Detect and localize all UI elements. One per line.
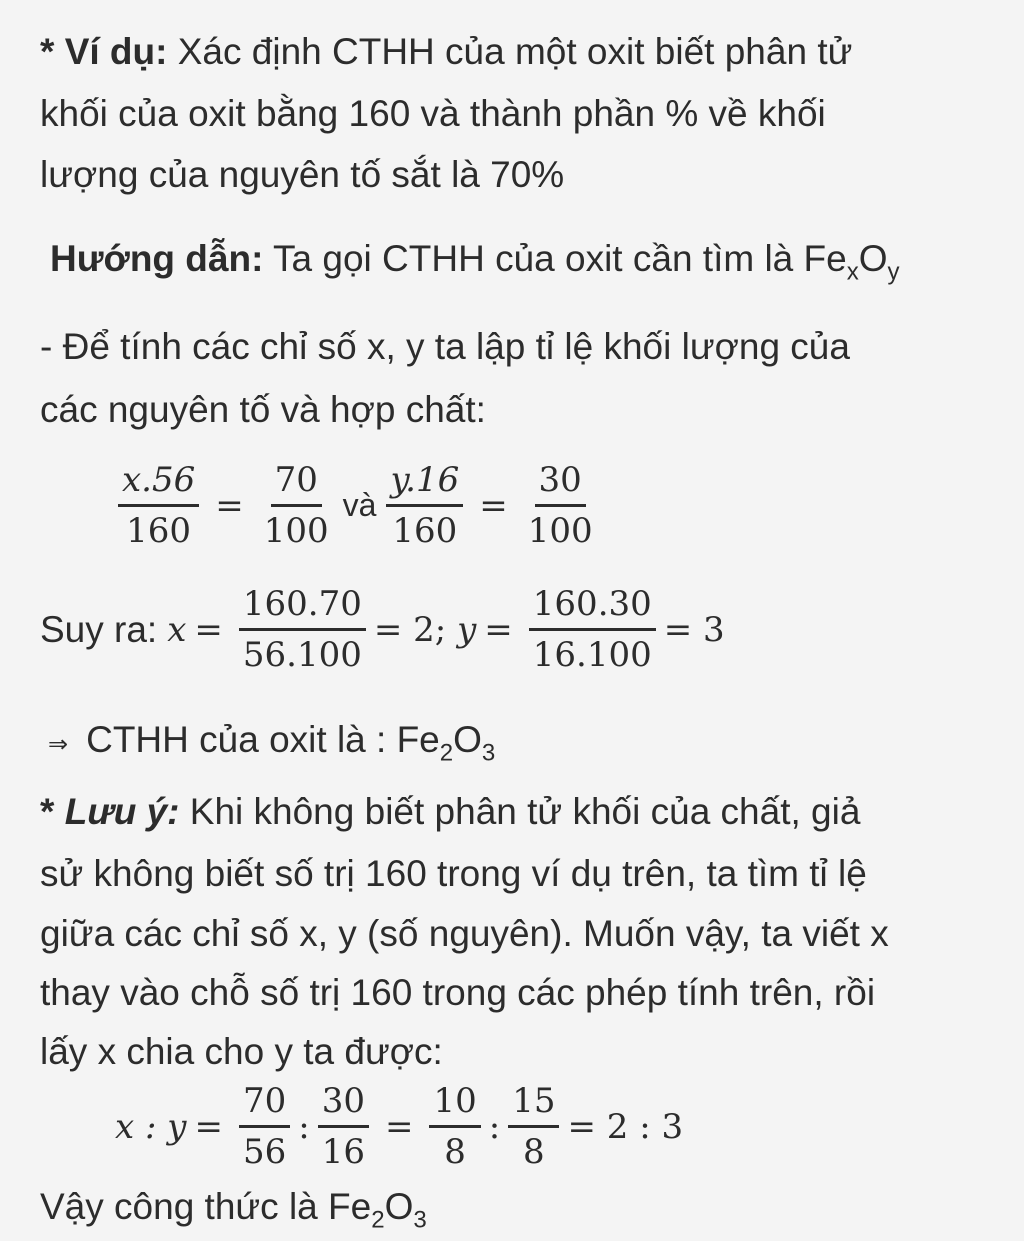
- fraction-15-8: $\frac{15}{8}$: [508, 1083, 559, 1170]
- example-heading: * Ví dụ:: [40, 31, 168, 72]
- fraction-30-16: $\frac{30}{16}$: [318, 1083, 369, 1170]
- example-line-2: khối của oxit bằng 160 và thành phần % về khối: [40, 93, 826, 134]
- ratio-equation: $\frac{x.56}{160}$ = $\frac{70}{100}$ và $\frac{y.16}{160}$ = $\frac{30}{100}$: [110, 462, 605, 549]
- note-line-4: thay vào chỗ số trị 160 trong các phép tính trên, rồi: [40, 972, 876, 1013]
- fraction-30-100: $\frac{30}{100}$: [527, 460, 593, 551]
- fraction-10-8: $\frac{10}{8}$: [429, 1083, 480, 1170]
- guide-heading: Hướng dẫn:: [50, 238, 264, 279]
- fraction-x56-160: $\frac{x.56}{160}$: [118, 462, 199, 549]
- step-line-2: các nguyên tố và hợp chất:: [40, 389, 486, 430]
- fraction-70-56: $\frac{70}{56}$: [239, 1083, 290, 1170]
- guide-line: Hướng dẫn: Ta gọi CTHH của oxit cần tìm là $Fe_xO_y$: [50, 238, 900, 286]
- note-line-5: lấy x chia cho y ta được:: [40, 1031, 443, 1072]
- fraction-y16-160: $\frac{y.16}{160}$: [386, 462, 463, 549]
- result-line: ⇒ CTHH của oxit là : $Fe_2O_3$: [48, 719, 496, 767]
- fraction-x-value: $\frac{160.70}{56.100}$: [239, 586, 366, 673]
- step-line-1: - Để tính các chỉ số x, y ta lập tỉ lệ khối lượng của: [40, 326, 850, 367]
- note-line-1: * Lưu ý: Khi không biết phân tử khối của chất, giả: [40, 791, 861, 832]
- note-heading: * Lưu ý:: [40, 791, 180, 832]
- fraction-70-100: $\frac{70}{100}$: [263, 460, 329, 551]
- solve-equation: Suy ra: x = $\frac{160.70}{56.100}$ = 2; y = $\frac{160.30}{16.100}$ = 3: [40, 584, 725, 675]
- implies-arrow-icon: ⇒: [48, 731, 69, 758]
- example-line-1: * Ví dụ: Xác định CTHH của một oxit biết phân tử: [40, 31, 853, 72]
- ratio-xy-equation: x : y = $\frac{70}{56}$ : $\frac{30}{16}$ = $\frac{10}{8}$ : $\frac{15}{8}$ = 2 : 3: [115, 1081, 684, 1172]
- note-line-2: sử không biết số trị 160 trong ví dụ trên, ta tìm tỉ lệ: [40, 853, 867, 894]
- example-line-3: lượng của nguyên tố sắt là 70%: [40, 154, 565, 195]
- note-line-3: giữa các chỉ số x, y (số nguyên). Muốn vậy, ta viết x: [40, 913, 889, 954]
- conclusion-line: Vậy công thức là $Fe_2O_3$: [40, 1186, 427, 1234]
- fraction-y-value: $\frac{160.30}{16.100}$: [529, 586, 656, 673]
